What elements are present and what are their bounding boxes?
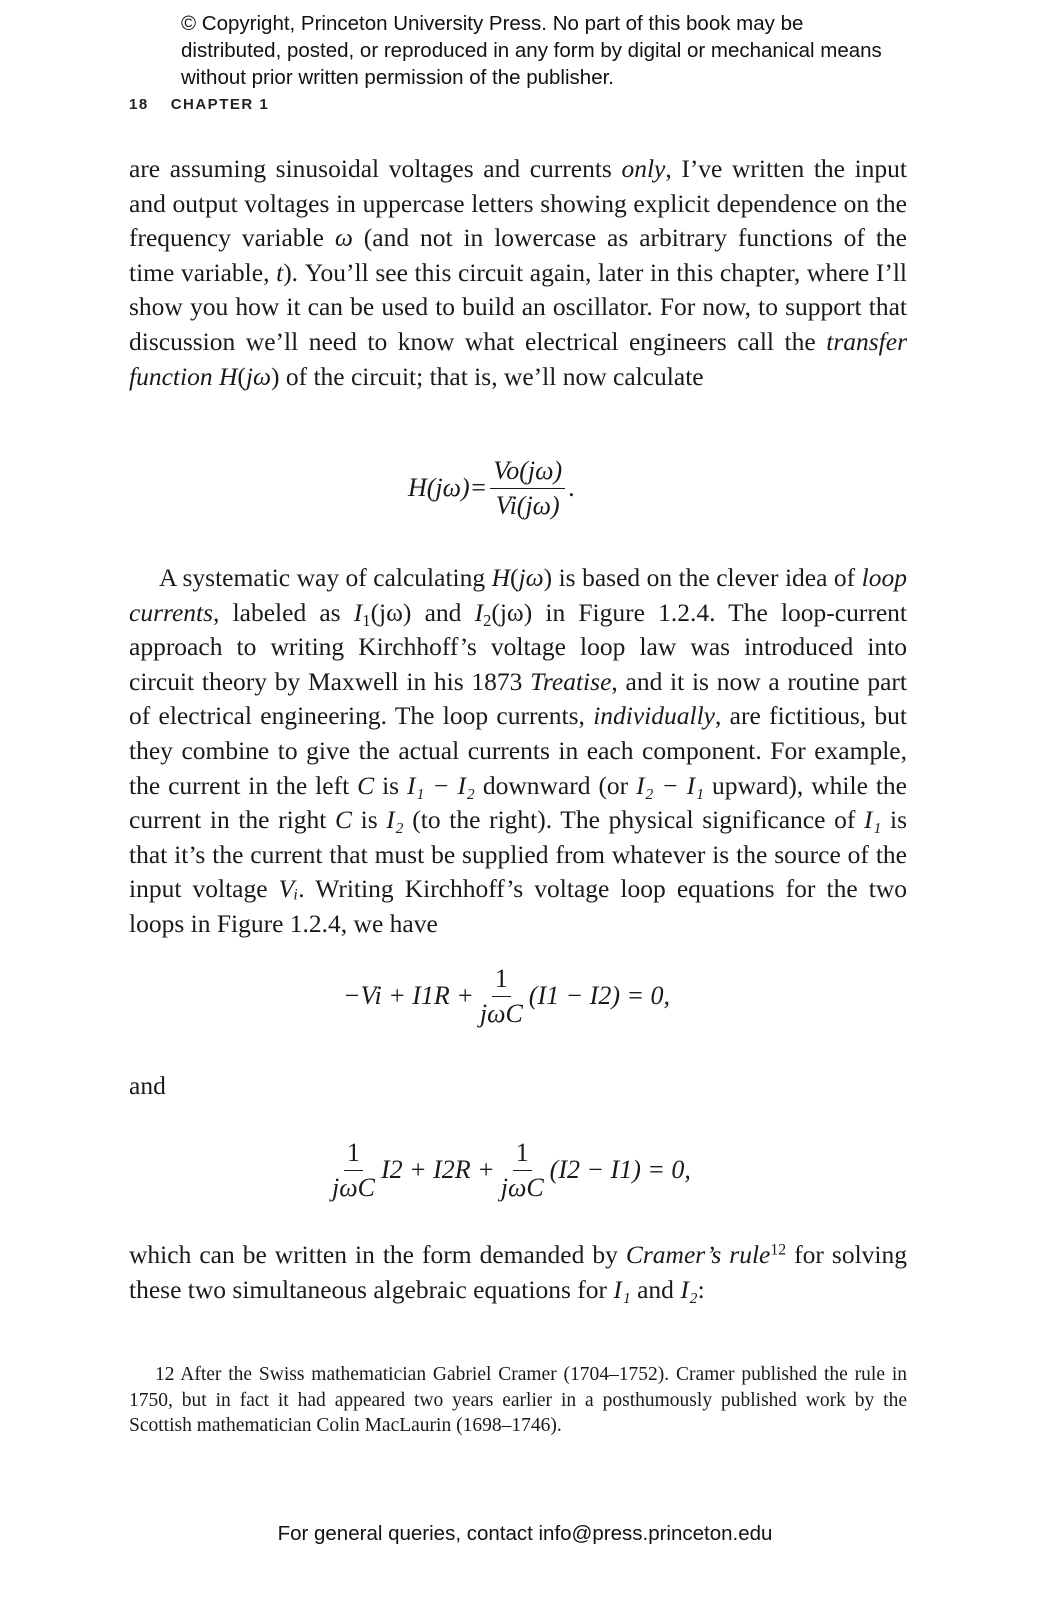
eq3-numerator-2: 1 [513,1138,532,1171]
eq1-fraction [490,456,565,521]
eq1-numerator: Vo(jω) [490,456,565,489]
chapter-label: CHAPTER 1 [170,96,270,113]
eq2-lhs: −Vi + I1R + [343,981,474,1011]
body-paragraph-2: A systematic way of calculating H(jω) is based on the clever idea of loop currents, labeled as $I_1(j\omega)$ and $I_2(j\omega)$ in Figure 1.2.4. The loop-current approach to writing Kirchhoff’s voltage loop law was introduced into circuit theory by Maxwell in his 1873 Treatise, and it is now a routine part of electrical engineering. The loop currents, individually, are fictitious, but they combine to give the actual currents in each component. For example, the current in the left C is I₁ − I₂ downward (or I₂ − I₁ upward), while the current in the right C is I₂ (to the right). The physical significance of I₁ is that it’s the current that must be supplied from whatever is the source of the input voltage Vᵢ. Writing Kirchhoff’s voltage loop equations for the two loops in Figure 1.2.4, we have [129,563,908,938]
eq3-fraction-2 [498,1138,547,1203]
eq2-denominator: jωC [479,998,523,1028]
eq3-fraction-1 [329,1138,378,1203]
copyright-notice: © Copyright, Princeton University Press. No part of this book may be distributed, posted, or reproduced in any form by digital or mechanical means without prior written permission of the publisher. [181,12,882,89]
eq1-denominator: Vi(jω) [495,490,560,520]
eq3-rhs: (I2 − I1) = 0, [549,1155,691,1185]
footer-contact: For general queries, contact info@press.princeton.edu [277,1522,773,1545]
body-paragraph-3: which can be written in the form demanded by Cramer’s rule$^{12}$ for solving these two simultaneous algebraic equations for I₁ and I₂: [129,1240,907,1304]
eq2-numerator: 1 [492,964,511,997]
eq1-lhs: H(jω)= [408,473,488,503]
and-text: and [129,1071,166,1100]
body-paragraph-1: are assuming sinusoidal voltages and currents only, I’ve written the input and output voltages in uppercase letters showing explicit dependence on the frequency variable ω (and not in lowercase as arbitrary functions of the time variable, t). You’ll see this circuit again, later in this chapter, where I’ll show you how it can be used to build an oscillator. For now, to support that discussion we’ll need to know what electrical engineers call the transfer function H(jω) of the circuit; that is, we’ll now calculate [129,154,907,391]
eq3-denominator-2: jωC [500,1172,544,1202]
eq2-rhs: (I1 − I2) = 0, [528,981,671,1011]
eq3-denominator-1: jωC [332,1172,375,1202]
eq1-end: . [568,473,575,503]
footnote-12: 12 After the Swiss mathematician Gabriel Cramer (1704–1752). Cramer published the rule in 1750, but in fact it had appeared two years earlier in a posthumously published work by the Scottish mathematician Colin MacLaurin (1698–1746). [129,1364,907,1436]
eq3-mid: I2 + I2R + [380,1155,495,1185]
eq2-fraction [477,964,526,1029]
running-head [129,96,269,113]
transfer-function-equation [408,456,575,521]
eq3-numerator-1: 1 [344,1138,363,1171]
kvl-equation-loop-1 [343,964,670,1029]
page-number: 18 [129,96,149,113]
kvl-equation-loop-2 [326,1138,691,1203]
